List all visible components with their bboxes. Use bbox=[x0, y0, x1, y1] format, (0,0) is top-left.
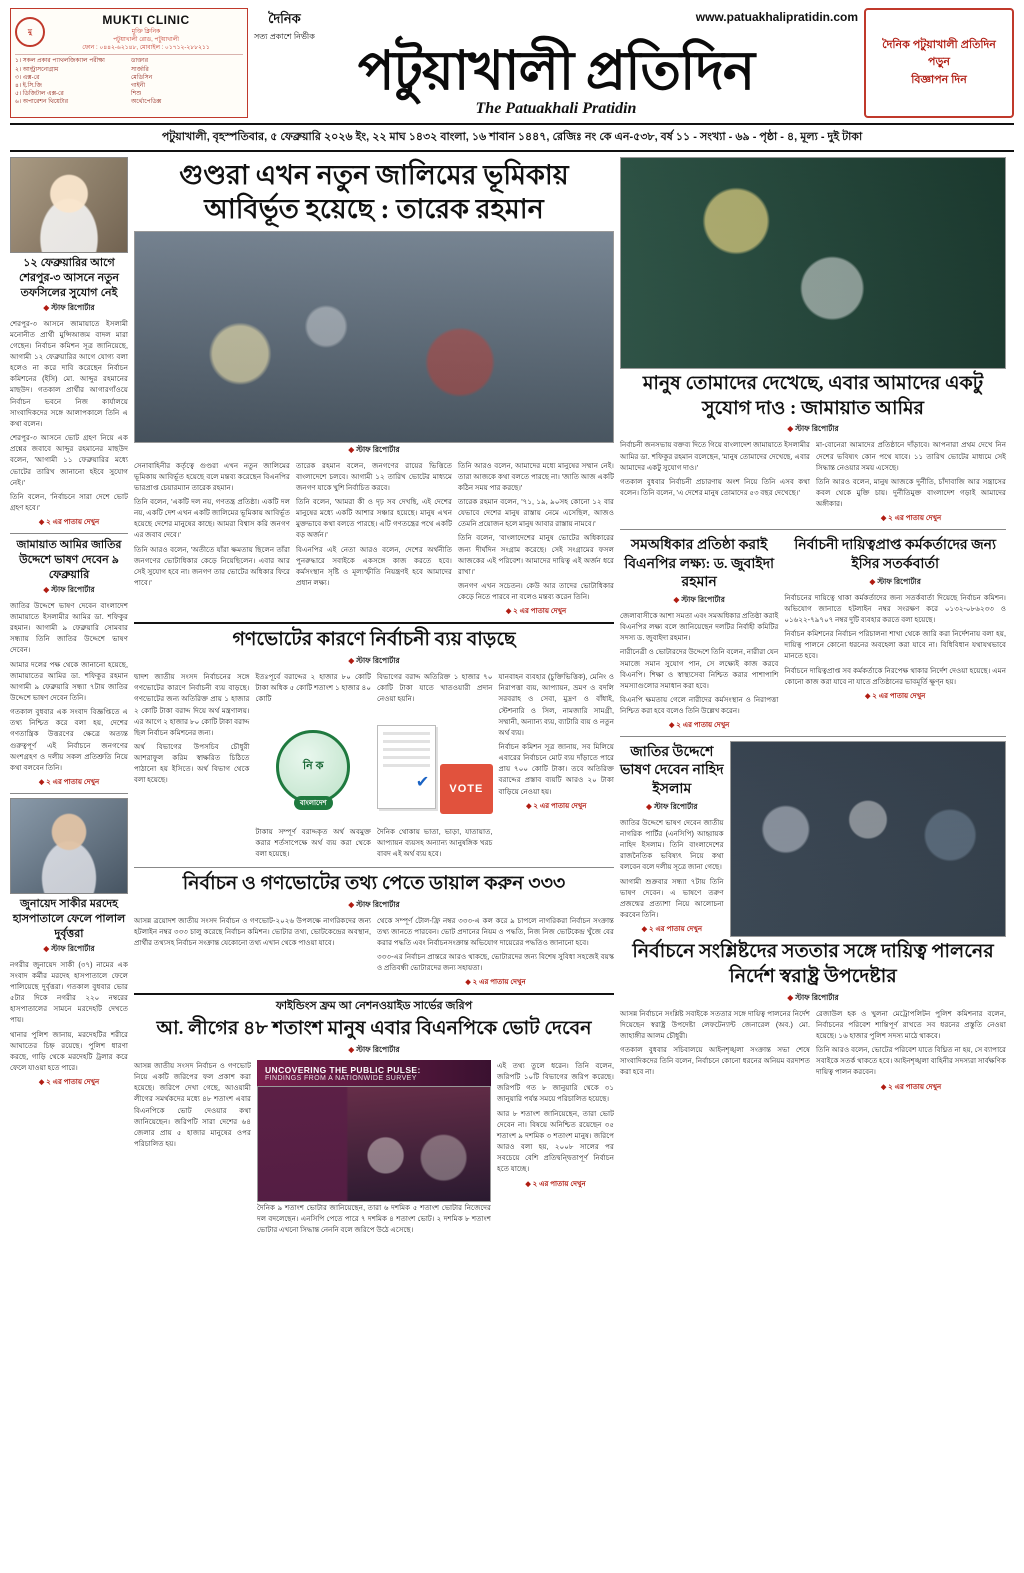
left-story2-para: আমার দলের পক্ষ থেকে জানানো হয়েছে, জামায়াতের আমির ডা. শফিকুর রহমান আগামী ৯ ফেব্রুয়ারি সন্ধ্যা ৭টায় জাতির উদ্দেশে ভাষণ দেবেন তিনি। bbox=[10, 659, 128, 702]
survey-banner-sub: FINDINGS FROM A NATIONWIDE SURVEY bbox=[265, 1074, 417, 1082]
press-conference-photo bbox=[730, 741, 1006, 937]
hotline-headline: নির্বাচন ও গণভোটের তথ্য পেতে ডায়াল করুন ৩৩৩ bbox=[182, 873, 566, 894]
lead-photo bbox=[134, 231, 614, 443]
survey-headline: আ. লীগের ৪৮ শতাংশ মানুষ এবার বিএনপিকে ভোট দেবেন bbox=[156, 1018, 592, 1040]
ec-continue[interactable]: ◆ ২ এর পাতায় দেখুন bbox=[784, 690, 1006, 702]
left-story2-continue[interactable]: ◆ ২ এর পাতায় দেখুন bbox=[10, 776, 128, 788]
newspaper-title-bn: পটুয়াখালী প্রতিদিন bbox=[357, 41, 755, 101]
expense-col-4: যানবাহন ব্যবহার (চুক্তিভিত্তিক), মেনিং ও নিরাপত্তা ব্যয়, আপ্যায়ন, ভ্রমণ ও বদলি সরবরাহ ও সেবা, মুদ্রণ ও বাঁধাই, স্টেশনারি ও সিল, নামজারি সামগ্রী, সম্মানী, অন্যান্য ব্যয়, ব্যাটারি ব্যয় ও নতুন অর্থ ব্যয়। নির্বাচন কমিশন সূত্র জানায়, সব মিলিয়ে এবারের নির্বাচনে মোট ব্যয় দাঁড়াতে পারে প্রায় ৭০০ কোটি টাকা। তবে অতিরিক্ত বরাদ্দের প্রস্তাব ব্যয়টি আরও ২০ টাকা বাড়িয়ে নেওয়া হয়। ◆ ২ এর পাতায় দেখুন bbox=[499, 671, 615, 862]
clinic-services-left: ১। সকল প্রকার প্যাথলজিক্যাল পরীক্ষা ২। আল্ট্রাসনোগ্রাম ৩। এক্স-রে ৪। ই.সি.জি ৫। ডিজিটাল এক্স-রে ৬। অপারেশন থিয়েটার bbox=[15, 58, 105, 105]
jamaat-continue[interactable]: ◆ ২ এর পাতায় দেখুন bbox=[816, 512, 1006, 524]
left-column bbox=[10, 157, 128, 1238]
left-story3-continue[interactable]: ◆ ২ এর পাতায় দেখুন bbox=[10, 1076, 128, 1088]
jamaat-col-1: নির্বাচনী জনসভায় বক্তব্য দিতে গিয়ে বাংলাদেশ জামায়াতে ইসলামীর আমির ডা. শফিকুর রহমান বলেছেন, 'মানুষ তোমাদের দেখেছে, এবার আমাদের একটু সুযোগ দাও।' গতকাল বুধবার নির্বাচনী প্রচারণায় অংশ নিয়ে তিনি এসব কথা বলেন। তিনি বলেন, 'এ দেশের মানুষ তোমাদের ৫৩ বছর দেখেছে।' bbox=[620, 440, 810, 497]
clinic-name-en: MUKTI CLINIC bbox=[102, 13, 190, 27]
bnp-headline: সমঅধিকার প্রতিষ্ঠা করাই বিএনপির লক্ষ্য: ড. জুবাইদা রহমান bbox=[624, 538, 775, 590]
survey-col-1: আসন্ন জাতীয় সংসদ নির্বাচন ও গণভোট নিয়ে একটি জরিপের ফল প্রকাশ করা হয়েছে। জরিপে দেখা গেছে, আওয়ামী লীগের সমর্থকদের মধ্যে ৪৮ শতাংশ এবার বিএনপিকে ভোট দেওয়ার কথা জানিয়েছেন। জরিপটি সারা দেশের ৬৪ জেলার প্রায় ৫ হাজার মানুষের ওপর পরিচালিত হয়। bbox=[134, 1061, 251, 1149]
hotline-col-1: আসন্ন ত্রয়োদশ জাতীয় সংসদ নির্বাচন ও গণভোট-২০২৬ উপলক্ষে নাগরিকদের জন্য হটলাইন নম্বর ৩৩৩ চালু করেছে নির্বাচন কমিশন। ভোটার তথ্য, ভোটকেন্দ্রের অবস্থান, প্রার্থীর তথ্যসহ নির্বাচন সংক্রান্ত যেকোনো তথ্য এখান থেকে পাওয়া যাবে। bbox=[134, 915, 371, 947]
clinic-services-right: ডাক্তার সার্জারি মেডিসিন গাইনী শিশু অর্থোপেডিক্স bbox=[131, 58, 162, 105]
left-story3-byline: ◆ স্টাফ রিপোর্টার bbox=[10, 944, 128, 956]
lead-col-2: তারেক রহমান বলেন, জনগণের রায়ের ভিত্তিতে বাংলাদেশে চলবে। আগামী ১২ তারিখ ভোটের মাধ্যমে জনগণ যাকে খুশি নির্বাচিত করবে। তিনি বলেন, 'আমরা কী ও দৃঢ় সব দেখছি, এই দেশের মানুষের মধ্যে একটি আশার সঞ্চার হয়েছে। মানুষ এখন মুক্তভাবে কথা বলতে পারছে। এটি গণতন্ত্রের পথে একটি বড় অর্জন।' বিএনপির এই নেতা আরও বলেন, দেশের অর্থনীতি পুনরুদ্ধারে সবাইকে একসঙ্গে কাজ করতে হবে। কর্মসংস্থান সৃষ্টি ও মূল্যস্ফীতি নিয়ন্ত্রণই হবে আমাদের প্রধান লক্ষ্য। bbox=[296, 460, 452, 588]
portrait-photo-2 bbox=[10, 798, 128, 894]
home-adviser-col-1: আসন্ন নির্বাচনে সংশ্লিষ্ট সবাইকে সততার সঙ্গে দায়িত্ব পালনের নির্দেশ দিয়েছেন স্বরাষ্ট্র উপদেষ্টা লেফটেন্যান্ট জেনারেল (অব.) মো. জাহাঙ্গীর আলম চৌধুরী। গতকাল বুধবার সচিবালয়ে আইনশৃঙ্খলা সংক্রান্ত সভা শেষে সাংবাদিকদের তিনি বলেন, নির্বাচনে কোনো ধরনের অনিয়ম বরদাশত করা হবে না। bbox=[620, 1008, 810, 1077]
ballot-card-icon bbox=[377, 725, 436, 809]
clinic-address: পটুয়াখালী রোড, পটুয়াখালী bbox=[113, 37, 179, 44]
left-story2-para: গতকাল বুধবার এক সংবাদ বিজ্ঞপ্তিতে এ তথ্য নিশ্চিত করে বলা হয়, দেশের গণতান্ত্রিক উত্তরণের ক্ষেত্রে অত্যন্ত গুরুত্বপূর্ণ এই নির্বাচনে জনগণের অংশগ্রহণ ও দলীয় সকল প্রতিশ্রুতি নিয়ে কথা বলবেন তিনি। bbox=[10, 707, 128, 772]
tagline: দৈনিক সত্য প্রকাশে নির্ভীক bbox=[254, 11, 315, 41]
clinic-logo-icon: মু bbox=[15, 17, 45, 47]
lead-col-3: তিনি আরও বলেন, আমাদের মধ্যে মানুষের সম্মান নেই। তারা আজকে কথা বলতে পারছে না। 'জাতি আজ একটি কঠিন সময় পার করছে।' তারেক রহমান বলেন, '৭১, ১৯, ৯০সহ কোনো ১২ বার যেভাবে দেশের মানুষ রাস্তায় নেমে এসেছিল, আজও তেমনি প্রয়োজন হলে মানুষ আবার রাস্তায় নামবে।' তিনি বলেন, 'বাংলাদেশের মানুষ ভোটের অধিকারের জন্য দীর্ঘদিন সংগ্রাম করেছে। সেই সংগ্রামের ফসল আজকের এই পরিবেশ। আমাদের দায়িত্ব এই অর্জন ধরে রাখা।' জনগণ এখন সচেতন। কেউ আর তাদের ভোটাধিকার কেড়ে নিতে পারবে না বলেও মন্তব্য করেন তিনি। ◆ ২ এর পাতায় দেখুন bbox=[458, 460, 614, 618]
home-adviser-body bbox=[620, 1008, 1006, 1093]
lead-byline: ◆ স্টাফ রিপোর্টার bbox=[134, 445, 614, 457]
nahid-byline: ◆ স্টাফ রিপোর্টার bbox=[620, 802, 724, 814]
title-block bbox=[254, 8, 858, 118]
jamaat-col-2: মা-বোনেরা আমাদের প্রতিষ্ঠানে দাঁড়াবে। আপনারা প্রথম দেখে নিন দেশের ভবিষ্যৎ কোন পথে যাবে। ১১ তারিখ ভোটের মাধ্যমে সেই সিদ্ধান্ত নেওয়ার সময় এসেছে। তিনি আরও বলেন, মানুষ আজকে দুর্নীতি, চাঁদাবাজি আর সন্ত্রাসের কবল থেকে মুক্তি চায়। দুর্নীতিমুক্ত বাংলাদেশ গড়াই আমাদের অঙ্গীকার। ◆ ২ এর পাতায় দেখুন bbox=[816, 439, 1006, 524]
website-url[interactable]: www.patuakhalipratidin.com bbox=[695, 10, 858, 24]
jamaat-photo bbox=[620, 157, 1006, 369]
lead-col-1: সেনাবাহিনীর কর্তৃত্বে গুণ্ডরা এখন নতুন জালিমের ভূমিকায় আবির্ভূত হয়েছে বলে মন্তব্য করেছেন বিএনপির ভারপ্রাপ্ত চেয়ারম্যান তারেক রহমান। তিনি বলেন, 'একটি দল নয়, গণতন্ত্র প্রতিষ্ঠা। একটি দল নয়, একটি দেশ এখন একটি জালিমের ভূমিকায় আবির্ভূত হয়েছে দেশের মানুষের কাছে। আমরা বিশ্বাস করি জনগণ এর জবাব দেবে।' তিনি আরও বলেন, 'অতীতে যাঁরা ক্ষমতায় ছিলেন তাঁরা জনগণের ভোটাধিকার কেড়ে নিয়েছিলেন। এবার আর সেই সুযোগ হবে না। জনগণ তার ভোটের অধিকার ফিরে পাবে।' bbox=[134, 460, 290, 588]
nahid-headline: জাতির উদ্দেশে ভাষণ দেবেন নাহিদ ইসলাম bbox=[620, 745, 724, 797]
expense-col-2: ইতঃপূর্বে বরাদ্দের ২ হাজার ৮০ কোটি টাকা অধিক ৫ কোটি শতাংশ ১ হাজার ৪০ কোটি নি ক বাংলাদেশ টাকায় সম্পূর্ণ বরাদ্দকৃত অর্থ অবমুক্ত করার শর্তসাপেক্ষে অর্থ ব্যয় করা থেকে বলা হয়েছে। bbox=[255, 672, 371, 858]
hotline-body bbox=[134, 915, 614, 989]
left-story1-para: শেরপুর-৩ আসনে জামায়াতে ইসলামী মনোনীত প্রার্থী মুন্সিআজম বাদল মারা গেছেন। নির্বাচন কমিশন সূত্র জানিয়েছে, আগামী ১২ ফেব্রুয়ারির আগে যোগ্য বলা হলেও না করে দাবি করেছেন নির্বাচন কমিশনের (ইসি) মো. আব্দুর রহমানের মাছউদ। গতকাল প্রার্থীর আগারগাঁওয়ে নির্বাচন ভবনে নিজ কার্যালয়ে সাংবাদিকদের সঙ্গে আলাপকালে তিনি এ কথা বলেন। bbox=[10, 318, 128, 428]
nahid-story: জাতির উদ্দেশে ভাষণ দেবেন নাহিদ ইসলাম ◆ স্টাফ রিপোর্টার জাতির উদ্দেশে ভাষণ দেবেন জাতীয় নাগরিক পার্টির (এনসিপি) আহ্বায়ক নাহিদ ইসলাম। তিনি বাংলাদেশের রাজনৈতিক ভবিষ্যৎ নিয়ে কথা বলবেন বলে দলীয় সূত্রে জানা গেছে। আগামী শুক্রবার সন্ধ্যা ৭টায় তিনি ভাষণ দেবেন। এ ভাষণে তরুণ প্রজন্মের প্রত্যাশা নিয়ে আলোচনা করবেন তিনি। ◆ ২ এর পাতায় দেখুন bbox=[620, 741, 724, 937]
hotline-col-2: থেকে সম্পূর্ণ টোল-ফ্রি নম্বর ৩৩৩-এ কল করে ৯ চাপলে নাগরিকরা নির্বাচন সংক্রান্ত তথ্য জানতে পারবেন। ভোট প্রদানের নিয়ম ও পদ্ধতি, নিজ নিজ ভোটকেন্দ্র খুঁজে বের করার পদ্ধতি এবং নির্বাচনসংক্রান্ত অভিযোগ দায়েরের পদ্ধতিও জানানো হবে। ৩৩৩-এর নির্বাচন প্রান্তরে আরও থাকছে, ভোটারদের জন্য বিশেষ সুবিধা সহজেই বয়স্ক ও প্রতিবন্ধী ভোটারদের জন্য সহায়তা। ◆ ২ এর পাতায় দেখুন bbox=[377, 915, 614, 989]
survey-continue[interactable]: ◆ ২ এর পাতায় দেখুন bbox=[497, 1178, 614, 1190]
left-story1-para: শেরপুর-৩ আসনে ভোট গ্রহণ নিয়ে এক প্রশ্নের জবাবে আব্দুর রহমানের মাছউদ বলেন, 'আগামী ১১ ফেব্রুয়ারির মধ্যে ভোটের তারিখ জানানো হইবে সুযোগ নেই।' bbox=[10, 433, 128, 487]
middle-column bbox=[134, 157, 614, 1238]
home-adviser-continue[interactable]: ◆ ২ এর পাতায় দেখুন bbox=[816, 1081, 1006, 1093]
hotline-byline: ◆ স্টাফ রিপোর্টার bbox=[134, 900, 614, 912]
date-edition-bar: পটুয়াখালী, বৃহস্পতিবার, ৫ ফেব্রুয়ারি ২০২৬ ইং, ২২ মাঘ ১৪৩২ বাংলা, ১৬ শাবান ১৪৪৭, রেজিঃ নং কে এন-৫৩৮, বর্ষ ১১ - সংখ্যা - ৬৯ - পৃষ্ঠা - ৪, মূল্য - দুই টাকা bbox=[10, 123, 1014, 152]
expense-col-1: দ্বাদশ জাতীয় সংসদ নির্বাচনের সঙ্গে গণভোটের কারণে নির্বাচনী ব্যয় বাড়ছে। গণভোটের জন্য অতিরিক্ত প্রায় ১ হাজার ২ কোটি টাকা বরাদ্দ দিয়ে অর্থ মন্ত্রণালয়। এর আগে ২ হাজার ৮০ কোটি টাকা বরাদ্দ ছিল নির্বাচন কমিশনের জন্য। অর্থ বিভাগের উপসচিব চৌধুরী আশরাফুল করিম স্বাক্ষরিত চিঠিতে পাঠানো হয় ইসিতে। অর্থ বিভাগ থেকে বলা হয়েছে। bbox=[134, 672, 250, 785]
election-seal-icon: নি ক বাংলাদেশ bbox=[276, 730, 350, 804]
left-story3-para: থানার পুলিশ জানায়, মরদেহটির শরীরে আঘাতের চিহ্ন রয়েছে। পুলিশ ধারণা করছে, গাড়ি থেকে মরদেহটি ট্রলার করে ফেলে যাওয়া হতে পারে। bbox=[10, 1029, 128, 1072]
right-column bbox=[620, 157, 1006, 1238]
lead-continue[interactable]: ◆ ২ এর পাতায় দেখুন bbox=[458, 605, 614, 617]
ballot-illustration bbox=[256, 708, 372, 826]
left-story1-headline: ১২ ফেব্রুয়ারির আগে শেরপুর-৩ আসনে নতুন তফসিলের সুযোগ নেই bbox=[19, 257, 119, 299]
left-story1-byline: ◆ স্টাফ রিপোর্টার bbox=[10, 303, 128, 315]
left-story2-byline: ◆ স্টাফ রিপোর্টার bbox=[10, 585, 128, 597]
survey-banner bbox=[257, 1060, 491, 1086]
jamaat-byline: ◆ স্টাফ রিপোর্টার bbox=[620, 424, 1006, 436]
newspaper-title-en: The Patuakhali Pratidin bbox=[475, 100, 637, 117]
clinic-advertisement bbox=[10, 8, 248, 118]
lead-body bbox=[134, 460, 614, 618]
check-mark-icon: ✔ bbox=[415, 773, 430, 791]
jamaat-headline: মানুষ তোমাদের দেখেছে, এবার আমাদের একটু সুযোগ দাও : জামায়াত আমির bbox=[642, 373, 984, 419]
survey-byline: ◆ স্টাফ রিপোর্টার bbox=[134, 1045, 614, 1057]
jamaat-body bbox=[620, 439, 1006, 524]
right-two-stories bbox=[620, 534, 1006, 731]
home-adviser-headline: নির্বাচনে সংশ্লিষ্টদের সততার সঙ্গে দায়িত্ব পালনের নির্দেশ স্বরাষ্ট্র উপদেষ্টার bbox=[632, 941, 994, 987]
survey-banner-title: UNCOVERING THE PUBLIC PULSE: bbox=[265, 1064, 421, 1075]
left-story2-headline: জামায়াত আমির জাতির উদ্দেশে ভাষণ দেবেন ৯ ফেব্রুয়ারি bbox=[16, 539, 122, 581]
bnp-story: সমঅধিকার প্রতিষ্ঠা করাই বিএনপির লক্ষ্য: ড. জুবাইদা রহমান ◆ স্টাফ রিপোর্টার জেলাবাসীকে আশা সমতা এবং সমঅধিকার প্রতিষ্ঠা করাই বিএনপির লক্ষ্য বলে জানিয়েছেন দলটির নির্বাহী কমিটির সদস্য ড. জুবাইদা রহমান। নারীনেত্রী ও ভোটারদের উদ্দেশে তিনি বলেন, নারীরা যেন সমাজে সমান সুযোগ পান, সে লক্ষ্যেই কাজ করবে বিএনপি। শিক্ষা ও স্বাস্থ্যসেবা নিশ্চিত করার পাশাপাশি সমস্যাগুলোর সমাধান করা হবে। বিএনপি ক্ষমতায় গেলে নারীদের কর্মসংস্থান ও নিরাপত্তা নিশ্চিত করা হবে বলেও তিনি উল্লেখ করেন। ◆ ২ এর পাতায় দেখুন bbox=[620, 534, 778, 731]
bnp-byline: ◆ স্টাফ রিপোর্টার bbox=[620, 595, 778, 607]
expense-headline: গণভোটের কারণে নির্বাচনী ব্যয় বাড়ছে bbox=[232, 629, 516, 651]
clinic-phone: ফোন : ০৪৪২-৬২১৪৮, মোবাইল : ০১৭১২-২৮৮২১১ bbox=[82, 45, 210, 52]
expense-body bbox=[134, 671, 614, 862]
left-story2-para: জাতির উদ্দেশে ভাষণ দেবেন বাংলাদেশ জামায়াতে ইসলামীর আমির ডা. শফিকুর রহমান। আগামী ৯ ফেব্রুয়ারি সোমবার সন্ধ্যায় তিনি জাতির উদ্দেশে ভাষণ দেবেন। bbox=[10, 600, 128, 655]
masthead bbox=[10, 8, 1014, 120]
expense-col-3: বিভাগের বরাদ্দ অতিরিক্ত ১ হাজার ৭০ কোটি টাকা যাতে খাতওয়ারী প্রদান নেওয়া হয়নি। ✔ VOTE দৈনিক থোকায় ভাতা, ভাড়া, যাতায়াত, আপ্যায়ন ব্যয়সহ অন্যান্য আনুষঙ্গিক খরচ বাবদ এই অর্থ ব্যয় হবে। bbox=[377, 672, 493, 858]
survey-photo-wrap: UNCOVERING THE PUBLIC PULSE: FINDINGS FROM A NATIONWIDE SURVEY দৈনিক ৯ শতাংশ ভোটার জানিয়েছেন, তারা ৬ দশমিক ৫ শতাংশ ভোটার নিজেদের দল বদলেছেন। এনসিপি পেতে পারে ৭ দশমিক ৪ শতাংশ ভোট। ২ দশমিক ৮ শতাংশ ভোটার এখনো সিদ্ধান্ত নেননি বলে জরিপে উঠে এসেছে। bbox=[257, 1060, 491, 1238]
clinic-name-bn: মুক্তি ক্লিনিক bbox=[131, 29, 161, 36]
left-story3-headline: জুনায়েদ সাকীর মরদেহ হাসপাতালে ফেলে পালাল দুর্বৃত্তরা bbox=[12, 898, 126, 940]
survey-col-3: এই তথ্য তুলে ধরেন। তিনি বলেন, জরিপটি ১০টি বিভাগের জরিপ করেছে। জরিপটি গত ৮ জানুয়ারি থেকে ৩১ জানুয়ারি পর্যন্ত সময়ে পরিচালিত হয়েছে। আর ৮ শতাংশ জানিয়েছেন, তারা ভোট দেবেন না। বিষয়ে অনিশ্চিত রয়েছেন ৩৫ শতাংশ ৯ দশমিক ৩ শতাংশ মানুষ। জরিপে আরও বলা হয়, ২০০৮ সালের পর সবচেয়ে বেশি প্রতিদ্বন্দ্বিতাপূর্ণ নির্বাচন হতে যাচ্ছে। ◆ ২ এর পাতায় দেখুন bbox=[497, 1060, 614, 1238]
home-adviser-col-2: রেজাউল হক ও খুলনা মেট্রোপলিটন পুলিশ কমিশনার বলেন, নির্বাচনের পরিবেশ শান্তিপূর্ণ রাখতে সব ধরনের প্রস্তুতি নেওয়া হয়েছে। ১৬ হাজার পুলিশ সদস্য মাঠে থাকবে। তিনি আরও বলেন, ভোটের পরিবেশ যাতে বিঘ্নিত না হয়, সে ব্যাপারে সবাইকে সতর্ক থাকতে হবে। আইনশৃঙ্খলা বাহিনীর সদস্যরা সার্বক্ষণিক দায়িত্ব পালন করবেন। ◆ ২ এর পাতায় দেখুন bbox=[816, 1008, 1006, 1093]
hotline-continue[interactable]: ◆ ২ এর পাতায় দেখুন bbox=[377, 976, 614, 988]
survey-photo bbox=[257, 1086, 491, 1202]
expense-continue[interactable]: ◆ ২ এর পাতায় দেখুন bbox=[499, 800, 615, 812]
ballot-paper-illustration bbox=[377, 708, 493, 826]
promo-advertisement: দৈনিক পটুয়াখালী প্রতিদিন পড়ুন বিজ্ঞাপন দিন bbox=[864, 8, 1014, 118]
survey-body bbox=[134, 1060, 614, 1238]
content-grid bbox=[10, 157, 1014, 1238]
lead-headline: গুণ্ডরা এখন নতুন জালিমের ভূমিকায় আবির্ভূত হয়েছে : তারেক রহমান bbox=[179, 160, 569, 224]
ec-headline: নির্বাচনী দায়িত্বপ্রাপ্ত কর্মকর্তাদের জন্য ইসির সতর্কবার্তা bbox=[794, 538, 997, 572]
expense-byline: ◆ স্টাফ রিপোর্টার bbox=[134, 656, 614, 668]
nahid-continue[interactable]: ◆ ২ এর পাতায় দেখুন bbox=[620, 923, 724, 935]
ec-story: নির্বাচনী দায়িত্বপ্রাপ্ত কর্মকর্তাদের জন্য ইসির সতর্কবার্তা ◆ স্টাফ রিপোর্টার নির্বাচনের দায়িত্বে থাকা কর্মকর্তাদের জন্য সতর্কবার্তা দিয়েছে নির্বাচন কমিশন। অভিযোগ জানাতে হটলাইন নম্বর সংরক্ষণ করে ০১৩২-০৮৬২৩৩ ও ০১৬২২-৭৯৭০৭ নম্বর দুটি ব্যবহার করতে বলা হয়েছে। নির্বাচন কমিশনের নির্বাচন পরিচালনা শাখা থেকে জারি করা নির্দেশনায় বলা হয়, দায়িত্ব পালনে কোনো ধরনের অবহেলা করা যাবে না। বিধিবিধান যথাযথভাবে মানতে হবে। নির্বাচনে দায়িত্বপ্রাপ্ত সব কর্মকর্তাকে নিরপেক্ষ থাকার নির্দেশ দেওয়া হয়েছে। এমন কোনো কাজ করা যাবে না যাতে প্রতিষ্ঠানের ভাবমূর্তি ক্ষুণ্ন হয়। ◆ ২ এর পাতায় দেখুন bbox=[784, 534, 1006, 731]
press-conference-photo-wrap bbox=[730, 741, 1006, 937]
left-story1-para: তিনি বলেন, 'নির্বাচনে সারা দেশে ভোট গ্রহণ হবে।' bbox=[10, 491, 128, 513]
bnp-continue[interactable]: ◆ ২ এর পাতায় দেখুন bbox=[620, 719, 778, 731]
home-adviser-byline: ◆ স্টাফ রিপোর্টার bbox=[620, 993, 1006, 1005]
ec-byline: ◆ স্টাফ রিপোর্টার bbox=[784, 577, 1006, 589]
survey-kicker: ফাইন্ডিংস ফ্রম আ নেশনওয়াইড সার্ভের জরিপ bbox=[275, 1000, 473, 1013]
portrait-photo-1 bbox=[10, 157, 128, 253]
left-story1-continue[interactable]: ◆ ২ এর পাতায় দেখুন bbox=[10, 516, 128, 528]
vote-box-icon: VOTE bbox=[440, 764, 492, 814]
nahid-and-photo bbox=[620, 741, 1006, 937]
left-story3-para: নগরীর জুনায়েদ সাকী (৩৭) নামের এক সংবাদ কর্মীর মরদেহ হাসপাতালে ফেলে পালিয়েছে দুর্বৃত্তরা। গতকাল বুধবার ভোর ৫টার দিকে নগরীর ২২০ নম্বরের হাসপাতালের সামনে মরদেহটি দেখতে পায়। bbox=[10, 959, 128, 1025]
